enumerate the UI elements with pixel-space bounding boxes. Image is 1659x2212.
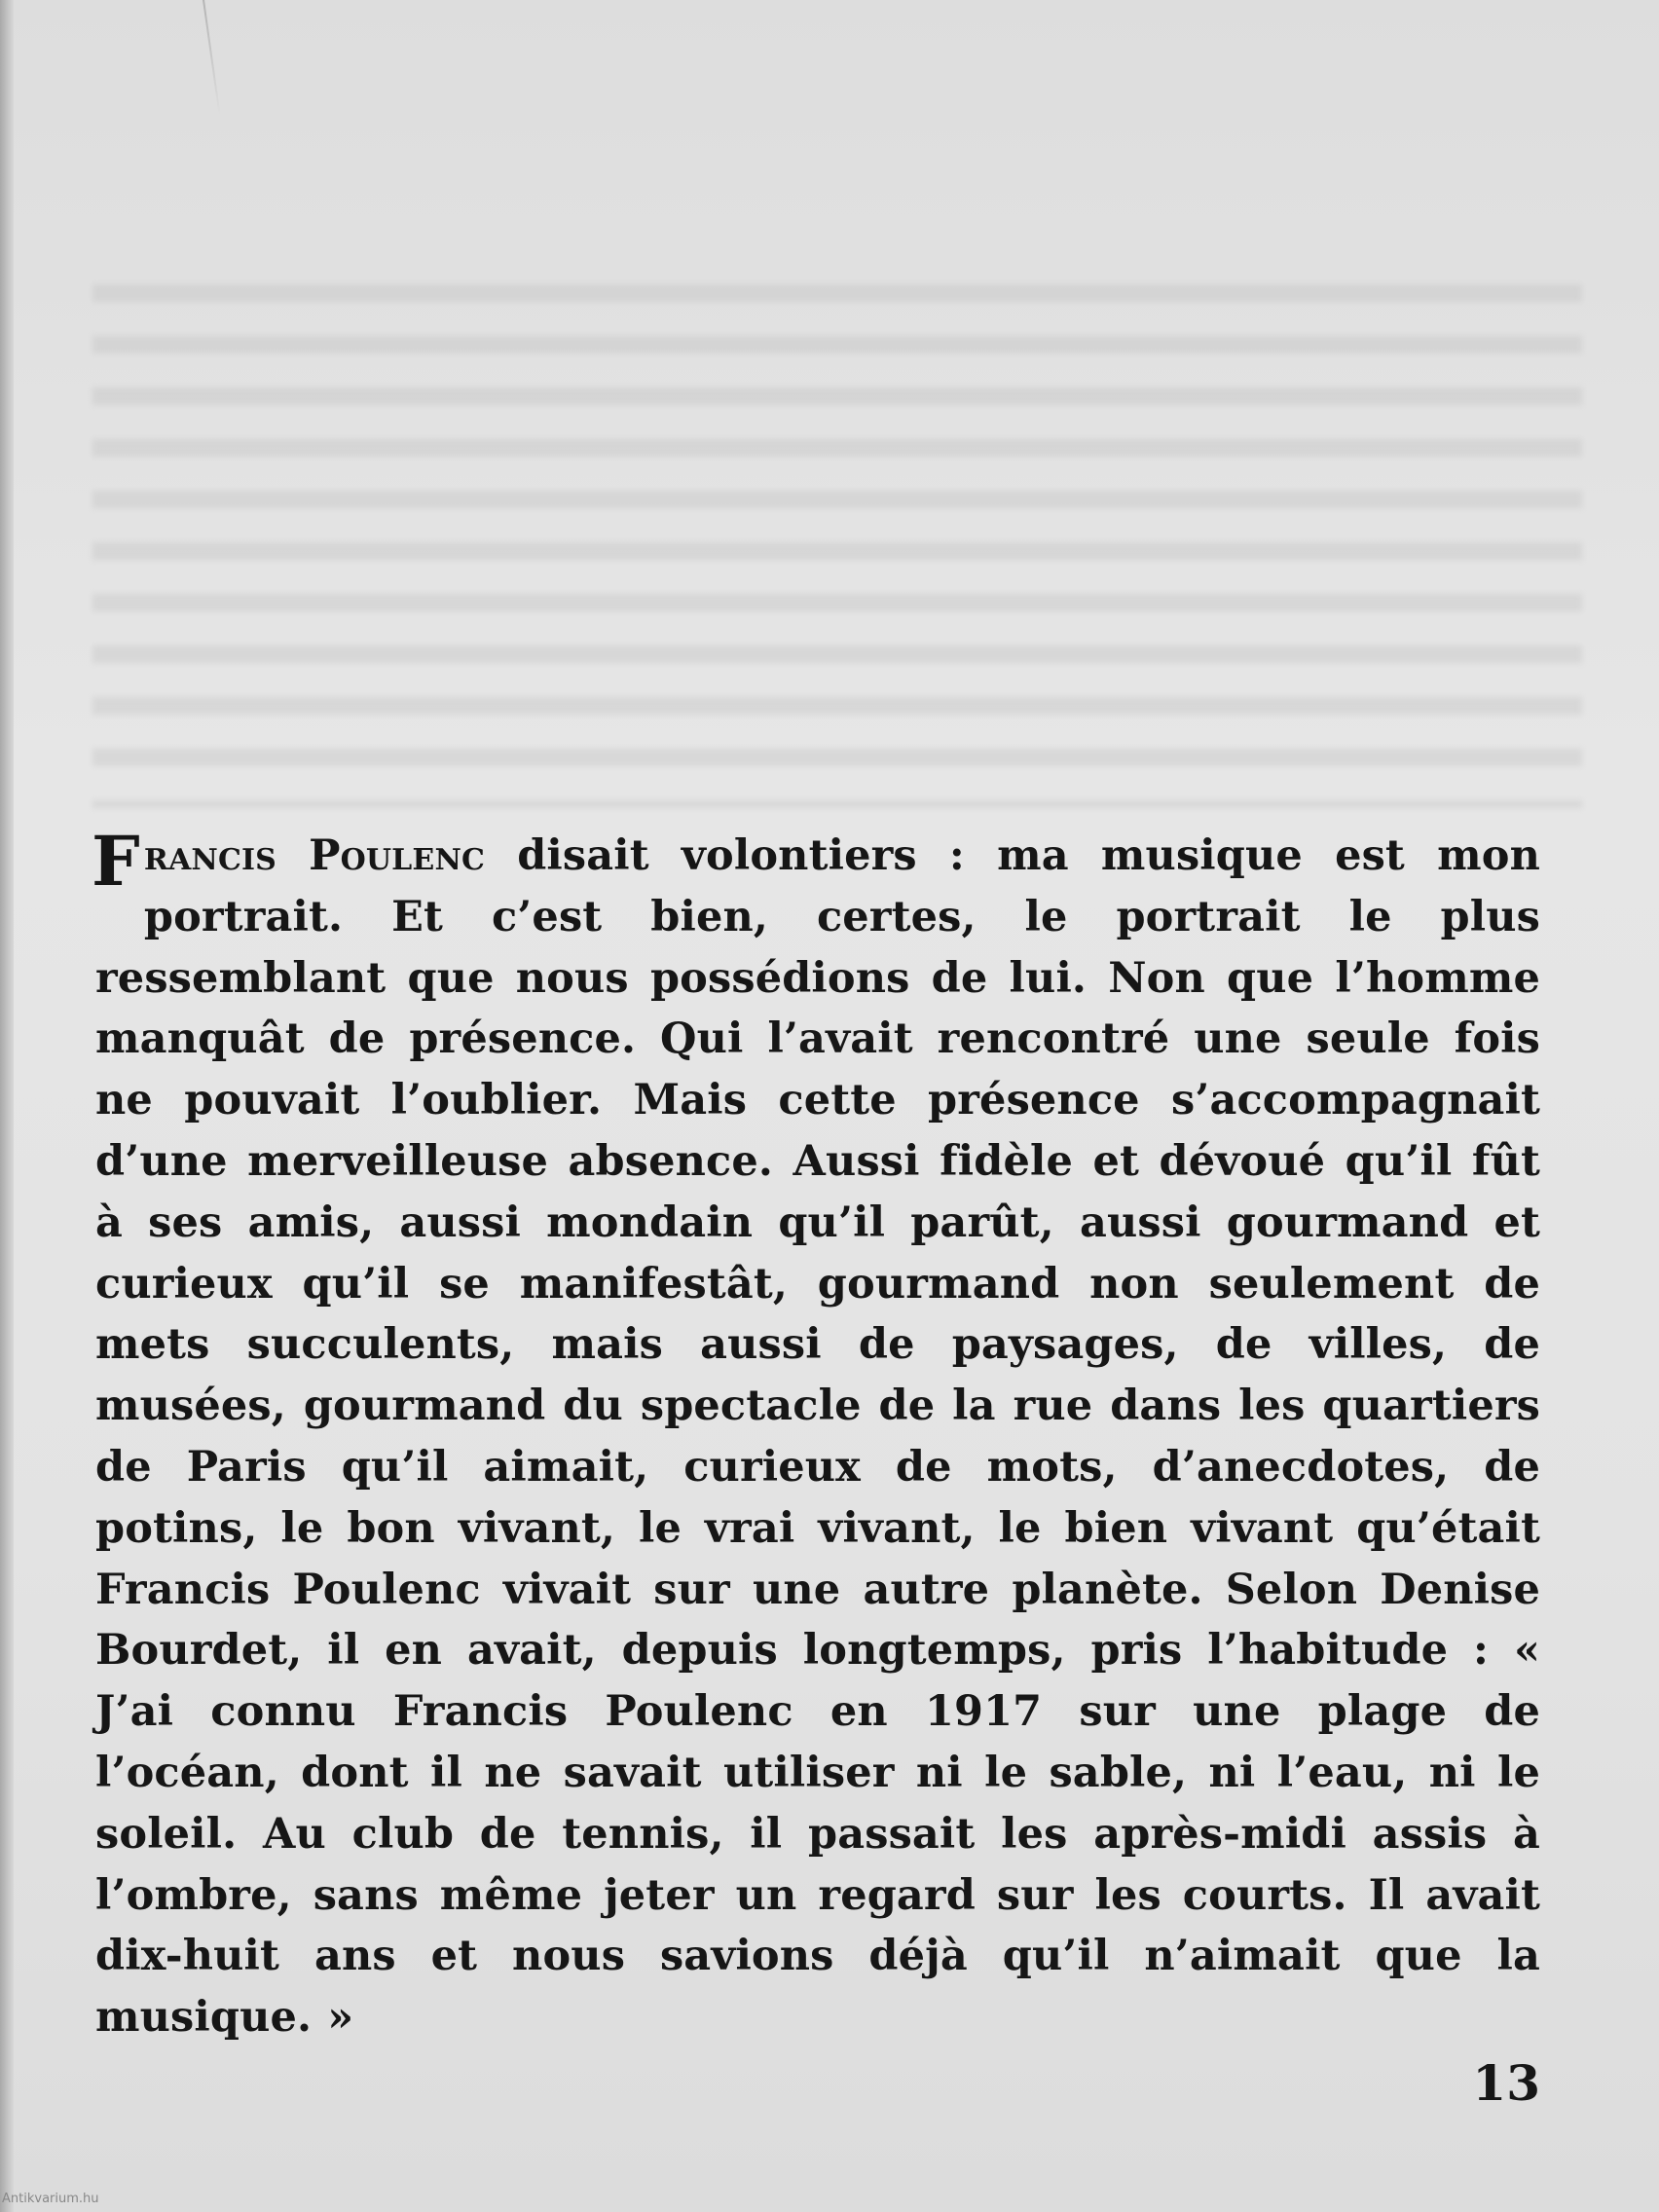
paper-crease bbox=[203, 0, 221, 116]
drop-cap: F bbox=[92, 821, 140, 902]
body-paragraph bbox=[92, 821, 1540, 2048]
reverse-side-show-through bbox=[92, 263, 1582, 808]
watermark: Antikvarium.hu bbox=[2, 2192, 99, 2206]
lead-in-smallcaps: rancis Poulenc bbox=[143, 831, 486, 880]
page-number: 13 bbox=[1472, 2054, 1540, 2112]
paragraph-text: disait volontiers : ma musique est mon portrait. Et c’est bien, certes, le portrait le plus ressemblant que nous possédions de lui. Non que l’homme manquât de présence. Qui l’avait rencontré une seule fois ne pouvait l’oublier. Mais cette présence s’accompagnait d’une merveilleuse absence. Aussi fidèle et dévoué qu’il fût à ses amis, aussi mondain qu’il parût, aussi gourmand et curieux qu’il se manifestât, gourmand non seulement de mets succulents, mais aussi de paysages, de villes, de musées, gourmand du spectacle de la rue dans les quartiers de Paris qu’il aimait, curieux de mots, d’anecdotes, de potins, le bon vivant, le vrai vivant, le bien vivant qu’était Francis Poulenc vivait sur une autre planète. Selon Denise Bourdet, il en avait, depuis longtemps, pris l’habitude : « J’ai connu Francis Poulenc en 1917 sur une plage de l’océan, dont il ne savait utiliser ni le sable, ni l’eau, ni le soleil. Au club de tennis, il passait les après-midi assis à l’ombre, sans même jeter un regard sur les courts. Il avait dix-huit ans et nous savions déjà qu’il n’aimait que la musique. » bbox=[95, 831, 1540, 2043]
page-gutter-shadow bbox=[0, 0, 14, 2212]
